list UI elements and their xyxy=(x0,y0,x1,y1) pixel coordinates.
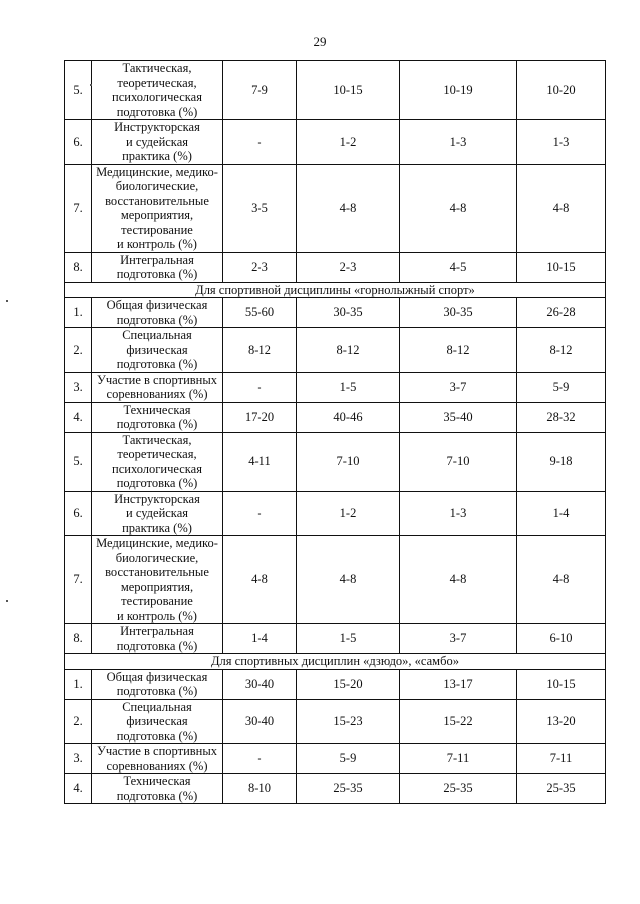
table-row xyxy=(65,699,606,744)
scan-mark xyxy=(6,600,8,602)
table-row xyxy=(65,164,606,252)
row-value-cell: 28-32 xyxy=(517,402,606,432)
table-body xyxy=(65,61,606,804)
row-value-cell: 25-35 xyxy=(517,774,606,804)
row-value-cell: 15-20 xyxy=(297,669,400,699)
table-row xyxy=(65,402,606,432)
row-value-cell: 6-10 xyxy=(517,624,606,654)
row-value-cell: 4-11 xyxy=(223,432,297,491)
row-value-cell: 2-3 xyxy=(297,252,400,282)
row-value-cell: 1-5 xyxy=(297,372,400,402)
row-value-cell: 30-40 xyxy=(223,699,297,744)
table-row xyxy=(65,120,606,165)
row-value-cell: 15-22 xyxy=(400,699,517,744)
row-value-cell: 25-35 xyxy=(400,774,517,804)
row-value-cell: 8-12 xyxy=(297,328,400,373)
row-number: 6. xyxy=(65,491,92,536)
row-number: 4. xyxy=(65,402,92,432)
row-value-cell: 5-9 xyxy=(517,372,606,402)
table-row xyxy=(65,432,606,491)
row-value-cell: 7-10 xyxy=(400,432,517,491)
row-number: 2. xyxy=(65,699,92,744)
row-number: 3. xyxy=(65,744,92,774)
table-row xyxy=(65,624,606,654)
training-ratio-table xyxy=(64,60,606,804)
row-value-cell: 7-11 xyxy=(517,744,606,774)
row-number: 5. xyxy=(65,432,92,491)
section-header-row xyxy=(65,654,606,670)
row-indicator-name: Медицинские, медико- биологические, восстановительные мероприятия, тестирование и контроль (%) xyxy=(92,164,223,252)
row-value-cell: 25-35 xyxy=(297,774,400,804)
row-indicator-name: Интегральная подготовка (%) xyxy=(92,252,223,282)
row-value-cell: 10-19 xyxy=(400,61,517,120)
row-value-cell: 8-10 xyxy=(223,774,297,804)
scan-mark xyxy=(90,84,92,86)
row-value-cell: 9-18 xyxy=(517,432,606,491)
section-header-row xyxy=(65,282,606,298)
row-value-cell: 4-8 xyxy=(400,536,517,624)
table-row xyxy=(65,298,606,328)
table-row xyxy=(65,252,606,282)
row-value-cell: 1-3 xyxy=(517,120,606,165)
row-number: 5. xyxy=(65,61,92,120)
row-value-cell: 15-23 xyxy=(297,699,400,744)
row-indicator-name: Инструкторская и судейская практика (%) xyxy=(92,120,223,165)
row-value-cell: 4-8 xyxy=(297,164,400,252)
scan-mark xyxy=(6,300,8,302)
row-number: 2. xyxy=(65,328,92,373)
row-value-cell: 1-5 xyxy=(297,624,400,654)
row-value-cell: 40-46 xyxy=(297,402,400,432)
table-row xyxy=(65,328,606,373)
row-value-cell: 4-8 xyxy=(400,164,517,252)
row-value-cell: 1-4 xyxy=(517,491,606,536)
row-value-cell: 55-60 xyxy=(223,298,297,328)
row-value-cell: 10-15 xyxy=(517,669,606,699)
row-value-cell: 4-5 xyxy=(400,252,517,282)
row-number: 1. xyxy=(65,298,92,328)
row-value-cell: 1-3 xyxy=(400,491,517,536)
row-indicator-name: Участие в спортивных соревнованиях (%) xyxy=(92,744,223,774)
row-number: 6. xyxy=(65,120,92,165)
row-number: 7. xyxy=(65,164,92,252)
row-value-cell: 8-12 xyxy=(223,328,297,373)
row-value-cell: - xyxy=(223,120,297,165)
row-indicator-name: Инструкторская и судейская практика (%) xyxy=(92,491,223,536)
row-indicator-name: Участие в спортивных соревнованиях (%) xyxy=(92,372,223,402)
row-value-cell: 35-40 xyxy=(400,402,517,432)
row-number: 8. xyxy=(65,252,92,282)
row-value-cell: 10-15 xyxy=(517,252,606,282)
table-row xyxy=(65,744,606,774)
row-indicator-name: Общая физическая подготовка (%) xyxy=(92,298,223,328)
row-value-cell: 17-20 xyxy=(223,402,297,432)
row-value-cell: 1-4 xyxy=(223,624,297,654)
row-number: 1. xyxy=(65,669,92,699)
table-row xyxy=(65,61,606,120)
row-value-cell: 7-10 xyxy=(297,432,400,491)
row-value-cell: - xyxy=(223,491,297,536)
section-title: Для спортивных дисциплин «дзюдо», «самбо» xyxy=(65,654,606,670)
row-indicator-name: Тактическая, теоретическая, психологическая подготовка (%) xyxy=(92,432,223,491)
row-value-cell: 8-12 xyxy=(517,328,606,373)
table-row xyxy=(65,372,606,402)
page-number: 29 xyxy=(313,34,327,49)
row-value-cell: 1-3 xyxy=(400,120,517,165)
row-value-cell: - xyxy=(223,744,297,774)
row-indicator-name: Специальная физическая подготовка (%) xyxy=(92,699,223,744)
section-title: Для спортивной дисциплины «горнолыжный спорт» xyxy=(65,282,606,298)
table-row xyxy=(65,774,606,804)
row-indicator-name: Тактическая, теоретическая, психологическая подготовка (%) xyxy=(92,61,223,120)
row-value-cell: 13-17 xyxy=(400,669,517,699)
row-value-cell: 1-2 xyxy=(297,491,400,536)
row-value-cell: 2-3 xyxy=(223,252,297,282)
row-value-cell: 10-20 xyxy=(517,61,606,120)
row-value-cell: 4-8 xyxy=(297,536,400,624)
row-number: 8. xyxy=(65,624,92,654)
row-value-cell: 4-8 xyxy=(517,536,606,624)
table-row xyxy=(65,491,606,536)
row-indicator-name: Интегральная подготовка (%) xyxy=(92,624,223,654)
row-indicator-name: Техническая подготовка (%) xyxy=(92,402,223,432)
row-value-cell: 3-7 xyxy=(400,372,517,402)
row-value-cell: 8-12 xyxy=(400,328,517,373)
row-value-cell: 13-20 xyxy=(517,699,606,744)
row-value-cell: - xyxy=(223,372,297,402)
row-number: 7. xyxy=(65,536,92,624)
row-value-cell: 30-35 xyxy=(297,298,400,328)
row-indicator-name: Специальная физическая подготовка (%) xyxy=(92,328,223,373)
row-value-cell: 10-15 xyxy=(297,61,400,120)
row-value-cell: 3-7 xyxy=(400,624,517,654)
row-indicator-name: Общая физическая подготовка (%) xyxy=(92,669,223,699)
row-value-cell: 26-28 xyxy=(517,298,606,328)
row-indicator-name: Техническая подготовка (%) xyxy=(92,774,223,804)
row-value-cell: 7-9 xyxy=(223,61,297,120)
row-value-cell: 4-8 xyxy=(223,536,297,624)
table-row xyxy=(65,669,606,699)
row-value-cell: 4-8 xyxy=(517,164,606,252)
row-number: 4. xyxy=(65,774,92,804)
row-indicator-name: Медицинские, медико- биологические, восстановительные мероприятия, тестирование и контроль (%) xyxy=(92,536,223,624)
row-number: 3. xyxy=(65,372,92,402)
row-value-cell: 5-9 xyxy=(297,744,400,774)
row-value-cell: 3-5 xyxy=(223,164,297,252)
row-value-cell: 7-11 xyxy=(400,744,517,774)
row-value-cell: 30-35 xyxy=(400,298,517,328)
row-value-cell: 1-2 xyxy=(297,120,400,165)
table-row xyxy=(65,536,606,624)
row-value-cell: 30-40 xyxy=(223,669,297,699)
